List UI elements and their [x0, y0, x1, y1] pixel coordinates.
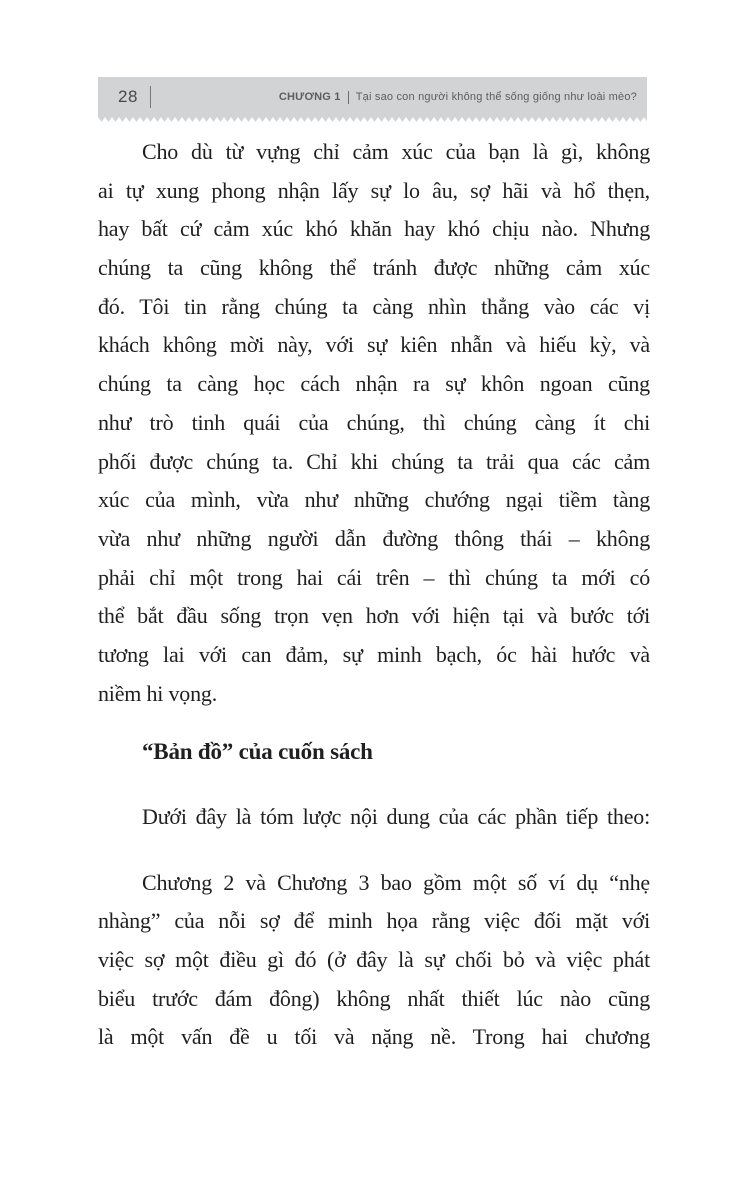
text-line: vừa như những người dẫn đường thông thái – không: [98, 525, 650, 551]
chapter-label: CHƯƠNG 1: [278, 91, 341, 103]
page-number: 28: [118, 87, 138, 106]
page-number-divider: [150, 86, 152, 108]
text-line: đó. Tôi tin rằng chúng ta càng nhìn thẳng vào các vị: [98, 293, 650, 319]
section-heading: “Bản đồ” của cuốn sách: [142, 739, 373, 765]
text-line: xúc của mình, vừa như những chướng ngại tiềm tàng: [98, 487, 650, 513]
text-line: chúng ta cũng không thể tránh được những cảm xúc: [98, 255, 650, 281]
text-line: chúng ta càng học cách nhận ra sự khôn ngoan cũng: [98, 371, 650, 397]
page-content: [98, 133, 650, 1057]
running-title: [279, 91, 637, 104]
text-line: việc sợ một điều gì đó (ở đây là sự chối bỏ và việc phát: [98, 947, 650, 973]
perforation-edge-icon: [98, 117, 647, 122]
text-line: Dưới đây là tóm lược nội dung của các phần tiếp theo:: [142, 804, 650, 830]
body-paragraph-emotions: [98, 133, 650, 713]
page-header-band: [98, 77, 647, 117]
text-line: Cho dù từ vựng chỉ cảm xúc của bạn là gì, không: [142, 139, 650, 164]
body-paragraph-chapters: [98, 864, 650, 1057]
text-line: niềm hi vọng.: [98, 680, 218, 706]
chapter-title-divider: [348, 91, 349, 104]
text-line: hay bất cứ cảm xúc khó khăn hay khó chịu nào. Nhưng: [98, 216, 650, 242]
text-line: là một vấn đề u tối và nặng nề. Trong hai chương: [98, 1024, 650, 1050]
text-line: thể bắt đầu sống trọn vẹn hơn với hiện tại và bước tới: [98, 603, 650, 629]
text-line: nhàng” của nỗi sợ để minh họa rằng việc đối mặt với: [98, 908, 650, 934]
text-line: tương lai với can đảm, sự minh bạch, óc hài hước và: [98, 641, 650, 667]
text-line: như trò tinh quái của chúng, thì chúng càng ít chi: [98, 409, 650, 435]
text-line: biểu trước đám đông) không nhất thiết lúc nào cũng: [98, 985, 650, 1011]
text-line: khách không mời này, với sự kiên nhẫn và hiếu kỳ, và: [98, 332, 650, 358]
body-paragraph-intro: [98, 798, 650, 837]
text-line: phải chỉ một trong hai cái trên – thì chúng ta mới có: [98, 564, 650, 590]
chapter-title: Tại sao con người không thể sống giống như loài mèo?: [355, 91, 637, 103]
text-line: Chương 2 và Chương 3 bao gồm một số ví dụ “nhẹ: [142, 869, 650, 895]
text-line: ai tự xung phong nhận lấy sự lo âu, sợ hãi và hổ thẹn,: [98, 177, 650, 203]
text-line: phối được chúng ta. Chỉ khi chúng ta trải qua các cảm: [98, 448, 650, 474]
